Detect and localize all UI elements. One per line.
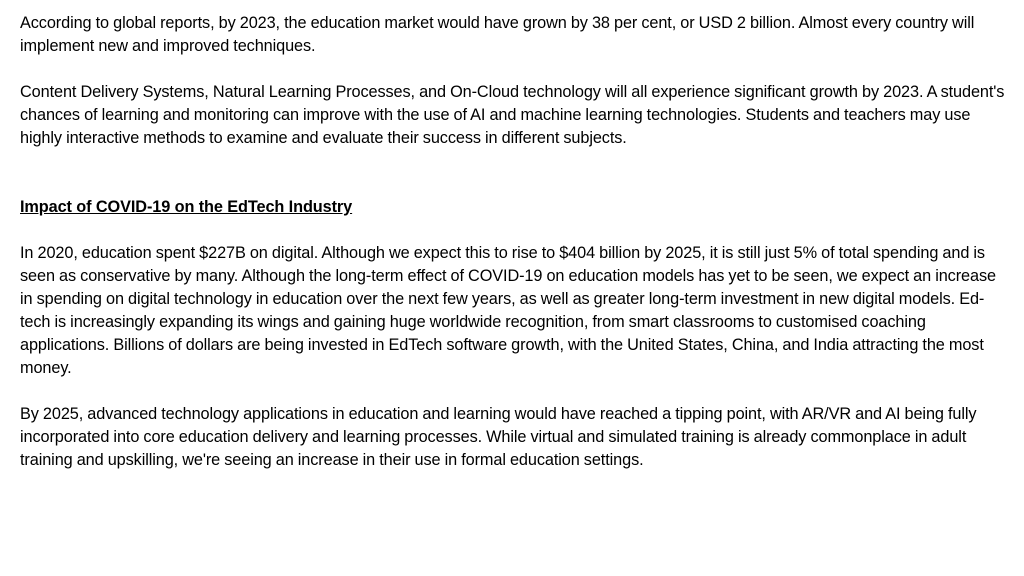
paragraph-2025-outlook: By 2025, advanced technology applications in education and learning would have reached a tipping point, with AR/VR and AI being fully incorporated into core education delivery and learning processes. While virtual and simulated training is already commonplace in adult training and upskilling, we're seeing an increase in their use in formal education settings. (20, 405, 977, 469)
spacer (20, 58, 1012, 81)
paragraph-market-growth: According to global reports, by 2023, the education market would have grown by 38 per cent, or USD 2 billion. Almost every country will implement new and improved techniques. (20, 14, 975, 55)
spacer (20, 150, 1012, 196)
slide-content (20, 12, 1012, 472)
paragraph-technology-growth: Content Delivery Systems, Natural Learning Processes, and On-Cloud technology will all experience significant growth by 2023. A student's chances of learning and monitoring can improve with the use of AI and machine learning technologies. Students and teachers may use highly interactive methods to examine and evaluate their success in different subjects. (20, 83, 1005, 147)
section-heading: Impact of COVID-19 on the EdTech Industry (20, 198, 353, 216)
spacer (20, 219, 1012, 242)
spacer (20, 380, 1012, 403)
paragraph-covid-impact: In 2020, education spent $227B on digital. Although we expect this to rise to $404 billion by 2025, it is still just 5% of total spending and is seen as conservative by many. Although the long-term effect of COVID-19 on education models has yet to be seen, we expect an increase in spending on digital technology in education over the next few years, as well as greater long-term investment in new digital models. Ed-tech is increasingly expanding its wings and gaining huge worldwide recognition, from smart classrooms to customised coaching applications. Billions of dollars are being invested in EdTech software growth, with the United States, China, and India attracting the most money. (20, 244, 996, 377)
